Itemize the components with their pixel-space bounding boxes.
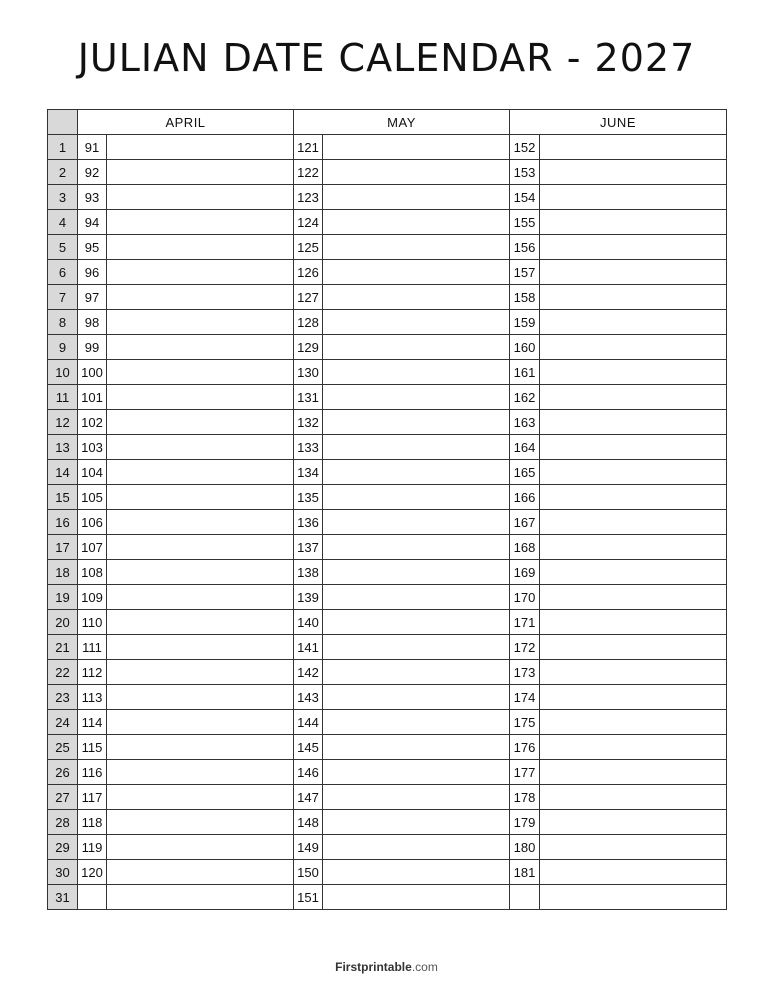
- table-row: [48, 585, 727, 610]
- day-number: 22: [48, 660, 78, 685]
- julian-day-april: 111: [78, 635, 107, 660]
- note-cell-may: [323, 510, 510, 535]
- note-cell-may: [323, 610, 510, 635]
- note-cell-may: [323, 435, 510, 460]
- julian-day-june: 181: [510, 860, 540, 885]
- julian-day-may: 131: [294, 385, 323, 410]
- month-header-june: JUNE: [510, 110, 727, 135]
- table-row: [48, 535, 727, 560]
- day-number: 6: [48, 260, 78, 285]
- julian-day-april: 98: [78, 310, 107, 335]
- footer-brand: [0, 960, 773, 974]
- table-row: [48, 610, 727, 635]
- julian-day-june: 169: [510, 560, 540, 585]
- julian-day-june: 157: [510, 260, 540, 285]
- julian-day-may: 143: [294, 685, 323, 710]
- julian-day-june: 168: [510, 535, 540, 560]
- julian-day-may: 127: [294, 285, 323, 310]
- footer-brand-name: Firstprintable: [335, 960, 412, 974]
- note-cell-may: [323, 810, 510, 835]
- julian-day-april: 103: [78, 435, 107, 460]
- note-cell-april: [107, 285, 294, 310]
- day-number: 26: [48, 760, 78, 785]
- note-cell-may: [323, 185, 510, 210]
- note-cell-may: [323, 685, 510, 710]
- note-cell-june: [540, 285, 727, 310]
- note-cell-may: [323, 285, 510, 310]
- note-cell-may: [323, 310, 510, 335]
- julian-day-april: 118: [78, 810, 107, 835]
- note-cell-may: [323, 160, 510, 185]
- note-cell-april: [107, 510, 294, 535]
- day-number: 12: [48, 410, 78, 435]
- note-cell-april: [107, 610, 294, 635]
- note-cell-april: [107, 160, 294, 185]
- note-cell-april: [107, 710, 294, 735]
- day-number: 16: [48, 510, 78, 535]
- julian-day-may: 137: [294, 535, 323, 560]
- julian-day-may: 122: [294, 160, 323, 185]
- note-cell-may: [323, 410, 510, 435]
- julian-day-may: 146: [294, 760, 323, 785]
- julian-day-april: 120: [78, 860, 107, 885]
- julian-day-may: 139: [294, 585, 323, 610]
- note-cell-april: [107, 385, 294, 410]
- julian-day-may: 138: [294, 560, 323, 585]
- julian-day-april: 97: [78, 285, 107, 310]
- julian-day-april: 107: [78, 535, 107, 560]
- table-row: [48, 710, 727, 735]
- note-cell-june: [540, 585, 727, 610]
- note-cell-june: [540, 835, 727, 860]
- julian-day-april: 94: [78, 210, 107, 235]
- julian-day-may: 140: [294, 610, 323, 635]
- footer-brand-domain: .com: [411, 960, 438, 974]
- julian-day-june: 174: [510, 685, 540, 710]
- table-row: [48, 885, 727, 910]
- note-cell-april: [107, 185, 294, 210]
- table-row: [48, 635, 727, 660]
- julian-day-may: 125: [294, 235, 323, 260]
- note-cell-june: [540, 710, 727, 735]
- table-row: [48, 785, 727, 810]
- note-cell-april: [107, 360, 294, 385]
- day-header-corner: [48, 110, 78, 135]
- julian-day-april: 112: [78, 660, 107, 685]
- table-row: [48, 735, 727, 760]
- julian-day-may: 148: [294, 810, 323, 835]
- month-header-april: APRIL: [78, 110, 294, 135]
- julian-day-may: 134: [294, 460, 323, 485]
- note-cell-may: [323, 660, 510, 685]
- note-cell-april: [107, 435, 294, 460]
- month-header-row: [48, 110, 727, 135]
- note-cell-april: [107, 735, 294, 760]
- julian-day-may: 130: [294, 360, 323, 385]
- julian-day-may: 129: [294, 335, 323, 360]
- day-number: 25: [48, 735, 78, 760]
- julian-day-june: 176: [510, 735, 540, 760]
- note-cell-april: [107, 535, 294, 560]
- julian-day-may: 133: [294, 435, 323, 460]
- day-number: 13: [48, 435, 78, 460]
- note-cell-june: [540, 310, 727, 335]
- note-cell-may: [323, 885, 510, 910]
- note-cell-may: [323, 210, 510, 235]
- note-cell-june: [540, 685, 727, 710]
- julian-day-april: 109: [78, 585, 107, 610]
- table-row: [48, 860, 727, 885]
- table-row: [48, 810, 727, 835]
- note-cell-may: [323, 485, 510, 510]
- table-row: [48, 360, 727, 385]
- table-row: [48, 235, 727, 260]
- table-row: [48, 385, 727, 410]
- julian-day-june: 173: [510, 660, 540, 685]
- julian-day-april: 99: [78, 335, 107, 360]
- julian-day-june: 166: [510, 485, 540, 510]
- note-cell-may: [323, 260, 510, 285]
- note-cell-june: [540, 510, 727, 535]
- table-row: [48, 685, 727, 710]
- table-row: [48, 260, 727, 285]
- note-cell-april: [107, 685, 294, 710]
- note-cell-june: [540, 160, 727, 185]
- julian-day-may: 141: [294, 635, 323, 660]
- day-number: 18: [48, 560, 78, 585]
- day-number: 11: [48, 385, 78, 410]
- note-cell-june: [540, 360, 727, 385]
- julian-day-june: 163: [510, 410, 540, 435]
- julian-day-april: 93: [78, 185, 107, 210]
- julian-day-april: 104: [78, 460, 107, 485]
- julian-day-may: 135: [294, 485, 323, 510]
- page-title: JULIAN DATE CALENDAR - 2027: [77, 36, 696, 80]
- julian-day-may: 126: [294, 260, 323, 285]
- julian-day-april: 105: [78, 485, 107, 510]
- table-row: [48, 310, 727, 335]
- note-cell-june: [540, 485, 727, 510]
- julian-day-april: 117: [78, 785, 107, 810]
- table-row: [48, 460, 727, 485]
- julian-day-april: 115: [78, 735, 107, 760]
- julian-day-april: 96: [78, 260, 107, 285]
- month-header-may: MAY: [294, 110, 510, 135]
- day-number: 17: [48, 535, 78, 560]
- julian-day-april: 95: [78, 235, 107, 260]
- julian-day-may: 124: [294, 210, 323, 235]
- julian-day-april: 92: [78, 160, 107, 185]
- julian-day-june: 160: [510, 335, 540, 360]
- day-number: 21: [48, 635, 78, 660]
- julian-day-may: 150: [294, 860, 323, 885]
- table-row: [48, 160, 727, 185]
- note-cell-may: [323, 460, 510, 485]
- day-number: 28: [48, 810, 78, 835]
- julian-day-may: 121: [294, 135, 323, 160]
- note-cell-may: [323, 235, 510, 260]
- note-cell-may: [323, 335, 510, 360]
- note-cell-may: [323, 835, 510, 860]
- day-number: 10: [48, 360, 78, 385]
- julian-day-april: 119: [78, 835, 107, 860]
- note-cell-april: [107, 660, 294, 685]
- julian-day-may: 147: [294, 785, 323, 810]
- julian-day-june: 175: [510, 710, 540, 735]
- day-number: 23: [48, 685, 78, 710]
- note-cell-june: [540, 410, 727, 435]
- note-cell-april: [107, 135, 294, 160]
- note-cell-june: [540, 435, 727, 460]
- julian-day-june: 152: [510, 135, 540, 160]
- note-cell-april: [107, 760, 294, 785]
- day-number: 4: [48, 210, 78, 235]
- note-cell-april: [107, 460, 294, 485]
- julian-day-april: 102: [78, 410, 107, 435]
- julian-day-april: 106: [78, 510, 107, 535]
- day-number: 30: [48, 860, 78, 885]
- note-cell-june: [540, 260, 727, 285]
- day-number: 14: [48, 460, 78, 485]
- note-cell-june: [540, 860, 727, 885]
- calendar-body: [48, 135, 727, 910]
- day-number: 27: [48, 785, 78, 810]
- note-cell-june: [540, 560, 727, 585]
- note-cell-june: [540, 135, 727, 160]
- julian-day-june: 162: [510, 385, 540, 410]
- julian-calendar-table: [47, 109, 727, 910]
- note-cell-may: [323, 860, 510, 885]
- note-cell-april: [107, 560, 294, 585]
- note-cell-june: [540, 660, 727, 685]
- julian-day-june: 171: [510, 610, 540, 635]
- julian-day-june: 156: [510, 235, 540, 260]
- julian-day-april: 101: [78, 385, 107, 410]
- note-cell-may: [323, 135, 510, 160]
- note-cell-june: [540, 610, 727, 635]
- julian-day-april: 114: [78, 710, 107, 735]
- note-cell-april: [107, 635, 294, 660]
- julian-day-may: 151: [294, 885, 323, 910]
- julian-day-june: 155: [510, 210, 540, 235]
- table-row: [48, 510, 727, 535]
- julian-day-june: 159: [510, 310, 540, 335]
- note-cell-april: [107, 585, 294, 610]
- note-cell-may: [323, 385, 510, 410]
- note-cell-april: [107, 860, 294, 885]
- julian-day-april: 91: [78, 135, 107, 160]
- note-cell-may: [323, 785, 510, 810]
- note-cell-april: [107, 785, 294, 810]
- julian-day-may: 144: [294, 710, 323, 735]
- note-cell-april: [107, 335, 294, 360]
- day-number: 15: [48, 485, 78, 510]
- note-cell-april: [107, 235, 294, 260]
- note-cell-may: [323, 635, 510, 660]
- note-cell-april: [107, 310, 294, 335]
- julian-day-june: 178: [510, 785, 540, 810]
- note-cell-april: [107, 210, 294, 235]
- julian-day-june: 172: [510, 635, 540, 660]
- table-row: [48, 410, 727, 435]
- julian-day-june: 164: [510, 435, 540, 460]
- note-cell-june: [540, 760, 727, 785]
- day-number: 24: [48, 710, 78, 735]
- julian-day-may: 128: [294, 310, 323, 335]
- day-number: 3: [48, 185, 78, 210]
- julian-day-june: [510, 885, 540, 910]
- note-cell-june: [540, 235, 727, 260]
- note-cell-april: [107, 810, 294, 835]
- note-cell-april: [107, 885, 294, 910]
- note-cell-june: [540, 535, 727, 560]
- julian-day-april: 108: [78, 560, 107, 585]
- table-row: [48, 435, 727, 460]
- table-row: [48, 485, 727, 510]
- julian-day-may: 142: [294, 660, 323, 685]
- table-row: [48, 135, 727, 160]
- julian-day-may: 149: [294, 835, 323, 860]
- julian-day-june: 177: [510, 760, 540, 785]
- julian-day-june: 165: [510, 460, 540, 485]
- note-cell-may: [323, 760, 510, 785]
- julian-day-june: 161: [510, 360, 540, 385]
- note-cell-june: [540, 810, 727, 835]
- note-cell-june: [540, 385, 727, 410]
- day-number: 20: [48, 610, 78, 635]
- table-row: [48, 835, 727, 860]
- note-cell-april: [107, 260, 294, 285]
- note-cell-may: [323, 560, 510, 585]
- table-row: [48, 185, 727, 210]
- day-number: 8: [48, 310, 78, 335]
- note-cell-april: [107, 835, 294, 860]
- table-row: [48, 285, 727, 310]
- day-number: 19: [48, 585, 78, 610]
- julian-day-may: 132: [294, 410, 323, 435]
- day-number: 9: [48, 335, 78, 360]
- note-cell-april: [107, 485, 294, 510]
- note-cell-june: [540, 210, 727, 235]
- note-cell-june: [540, 735, 727, 760]
- day-number: 2: [48, 160, 78, 185]
- note-cell-april: [107, 410, 294, 435]
- julian-day-june: 153: [510, 160, 540, 185]
- julian-day-may: 145: [294, 735, 323, 760]
- julian-day-april: 110: [78, 610, 107, 635]
- note-cell-may: [323, 710, 510, 735]
- day-number: 29: [48, 835, 78, 860]
- table-row: [48, 560, 727, 585]
- table-row: [48, 760, 727, 785]
- julian-day-april: 116: [78, 760, 107, 785]
- day-number: 5: [48, 235, 78, 260]
- table-row: [48, 335, 727, 360]
- table-row: [48, 210, 727, 235]
- note-cell-june: [540, 335, 727, 360]
- day-number: 31: [48, 885, 78, 910]
- julian-day-june: 167: [510, 510, 540, 535]
- note-cell-june: [540, 635, 727, 660]
- note-cell-june: [540, 460, 727, 485]
- julian-day-june: 179: [510, 810, 540, 835]
- note-cell-may: [323, 360, 510, 385]
- julian-day-may: 136: [294, 510, 323, 535]
- julian-day-june: 180: [510, 835, 540, 860]
- note-cell-may: [323, 585, 510, 610]
- julian-day-june: 170: [510, 585, 540, 610]
- julian-day-april: [78, 885, 107, 910]
- note-cell-june: [540, 785, 727, 810]
- julian-day-april: 100: [78, 360, 107, 385]
- note-cell-may: [323, 535, 510, 560]
- julian-day-may: 123: [294, 185, 323, 210]
- julian-day-june: 158: [510, 285, 540, 310]
- note-cell-may: [323, 735, 510, 760]
- note-cell-june: [540, 185, 727, 210]
- day-number: 1: [48, 135, 78, 160]
- julian-day-april: 113: [78, 685, 107, 710]
- julian-day-june: 154: [510, 185, 540, 210]
- note-cell-june: [540, 885, 727, 910]
- table-row: [48, 660, 727, 685]
- day-number: 7: [48, 285, 78, 310]
